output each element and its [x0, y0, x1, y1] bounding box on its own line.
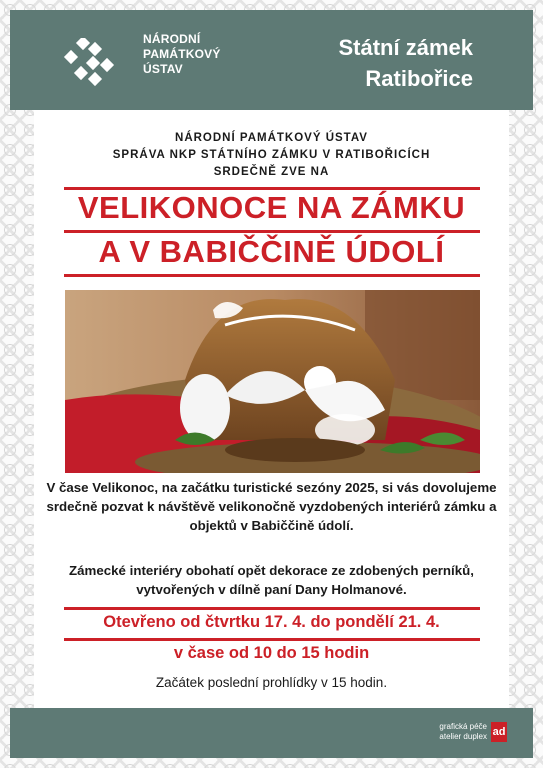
paragraph-decorations: Zámecké interiéry obohatí opět dekorace ze zdobených perníků, vytvořených v dílně paní Dany Holmanové. — [69, 563, 474, 597]
npu-logo-icon — [58, 38, 120, 88]
header-bar — [10, 10, 533, 110]
chateau-line1: Státní zámek — [338, 35, 473, 60]
title-line2: A V BABIČČINĚ ÚDOLÍ — [98, 234, 445, 269]
intro-line3: SRDEČNĚ ZVE NA — [213, 166, 330, 178]
title-line1: VELIKONOCE NA ZÁMKU — [77, 190, 466, 225]
chateau-name — [339, 32, 474, 94]
gingerbread-decoration-photo — [65, 290, 480, 473]
credit-line2: atelier duplex — [439, 732, 487, 741]
intro-text — [34, 130, 509, 181]
org-name-line2: PAMÁTKOVÝ — [143, 47, 221, 61]
atelier-duplex-logo-icon: ad — [491, 722, 507, 742]
intro-line2: SPRÁVA NKP STÁTNÍHO ZÁMKU V RATIBOŘICÍCH — [112, 149, 431, 161]
org-name-line1: NÁRODNÍ — [143, 32, 201, 46]
credit-line1: grafická péče — [439, 722, 487, 731]
opening-dates: Otevřeno od čtvrtku 17. 4. do pondělí 21. 4. — [103, 613, 440, 631]
footer-bar — [10, 708, 533, 758]
paragraph-invitation: V čase Velikonoc, na začátku turistické sezóny 2025, si vás dovolujeme srdečně pozvat k návštěvě velikonočně vyzdobených interiérů zámku a objektů v Babiččině údolí. — [46, 480, 497, 533]
design-credit — [439, 722, 487, 742]
poster-content — [34, 110, 509, 708]
title-rule-bottom — [64, 274, 480, 277]
chateau-line2: Ratibořice — [365, 66, 473, 91]
intro-line1: NÁRODNÍ PAMÁTKOVÝ ÚSTAV — [175, 132, 368, 144]
organization-name — [143, 32, 263, 77]
last-tour-note: Začátek poslední prohlídky v 15 hodin. — [155, 675, 388, 690]
title-rule-middle — [64, 230, 480, 233]
dates-rule-top — [64, 607, 480, 610]
opening-hours: v čase od 10 do 15 hodin — [173, 644, 370, 662]
dates-rule-middle — [64, 638, 480, 641]
org-name-line3: ÚSTAV — [143, 62, 183, 76]
